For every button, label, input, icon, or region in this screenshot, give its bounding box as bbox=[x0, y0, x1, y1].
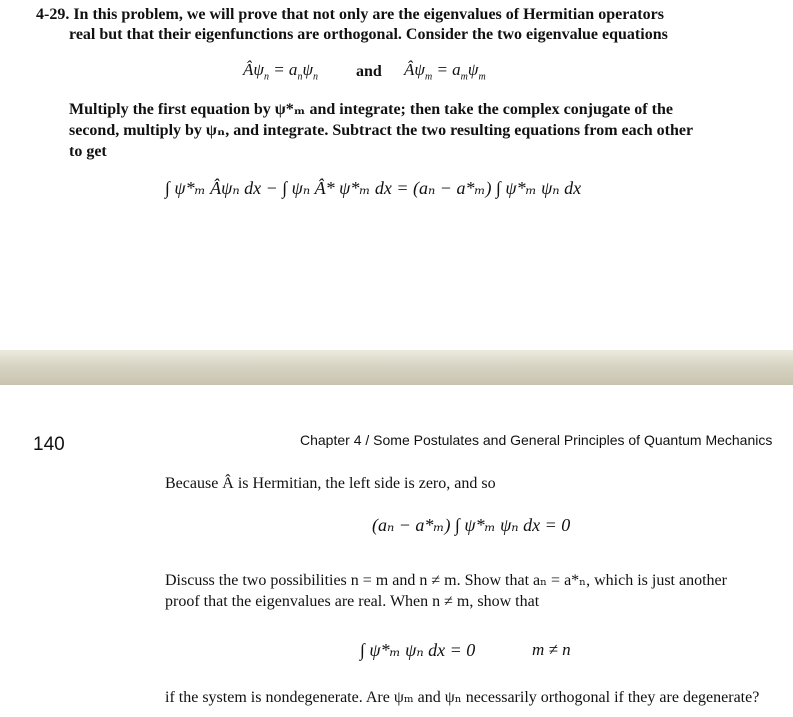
page-number: 140 bbox=[33, 434, 65, 455]
top-page bbox=[0, 0, 793, 350]
problem-intro-line2: real but that their eigenfunctions are orthogonal. Consider the two eigenvalue equations bbox=[69, 26, 668, 43]
orthogonality-equation: ∫ ψ*ₘ ψₙ dx = 0 bbox=[360, 640, 476, 660]
zero-equation: (aₙ − a*ₘ) ∫ ψ*ₘ ψₙ dx = 0 bbox=[372, 515, 571, 535]
discuss-line2: proof that the eigenvalues are real. When n ≠ m, show that bbox=[165, 593, 540, 610]
paragraph-line1: Multiply the first equation by ψ*ₘ and integrate; then take the complex conjugate of the bbox=[69, 101, 673, 118]
page-divider bbox=[0, 350, 793, 385]
eigenvalue-equation-n: $Â\psi_n = a_n\psi_n$ bbox=[243, 60, 318, 83]
orthogonality-condition: m ≠ n bbox=[532, 640, 571, 659]
paragraph-line3: to get bbox=[69, 143, 107, 160]
integral-equation: ∫ ψ*ₘ Âψₙ dx − ∫ ψₙ Â* ψ*ₘ dx = (aₙ − a*ₘ) ∫ ψ*ₘ ψₙ dx bbox=[165, 178, 582, 198]
final-question: if the system is nondegenerate. Are ψₘ and ψₙ necessarily orthogonal if they are degenerate? bbox=[165, 689, 760, 706]
intro-text-1: In this problem, we will prove that not only are the eigenvalues of Hermitian operators bbox=[73, 6, 664, 23]
hermitian-statement: Because Â is Hermitian, the left side is zero, and so bbox=[165, 475, 496, 492]
paragraph-line2: second, multiply by ψₙ, and integrate. Subtract the two resulting equations from each other bbox=[69, 122, 694, 139]
problem-number: 4-29. bbox=[36, 6, 70, 23]
and-word: and bbox=[356, 63, 382, 80]
running-head: Chapter 4 / Some Postulates and General Principles of Quantum Mechanics bbox=[300, 432, 773, 448]
discuss-line1: Discuss the two possibilities n = m and n ≠ m. Show that aₙ = a*ₙ, which is just another bbox=[165, 572, 727, 589]
eigenvalue-equation-m: $Â\psi_m = a_m\psi_m$ bbox=[404, 60, 486, 83]
problem-intro-line1 bbox=[36, 5, 664, 25]
